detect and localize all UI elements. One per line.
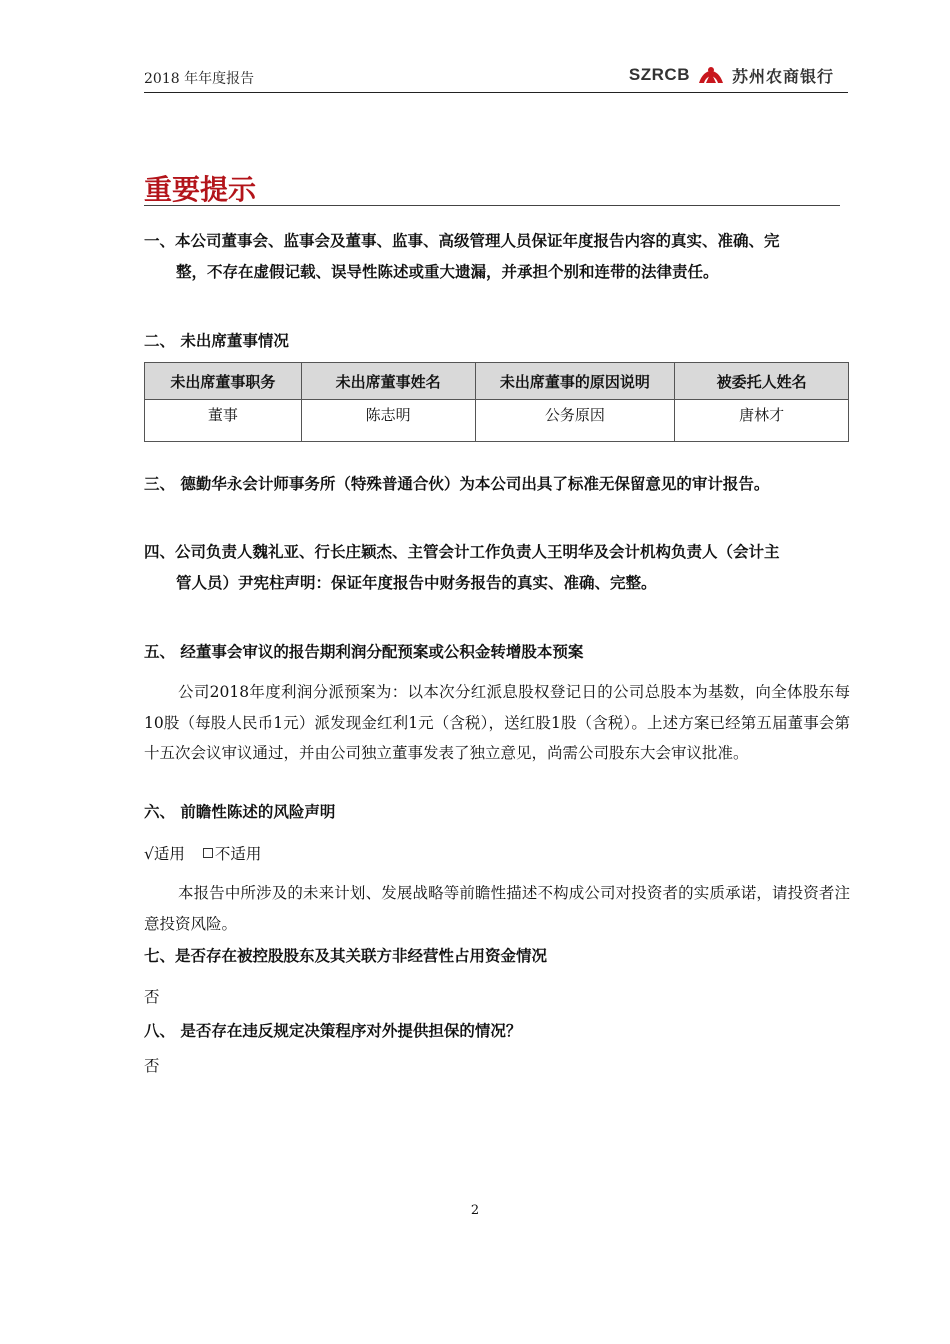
section-6-heading: 六、 前瞻性陈述的风险声明 <box>144 803 336 821</box>
section-8-answer: 否 <box>144 1057 160 1075</box>
section-1-line-2: 整，不存在虚假记载、误导性陈述或重大遗漏，并承担个别和连带的法律责任。 <box>176 263 719 281</box>
section-5-body: 公司2018年度利润分派预案为：以本次分红派息股权登记日的公司总股本为基数，向全体股东每10股（每股人民币1元）派发现金红利1元（含税），送红股1股（含税）。上述方案已经第五届董事会第十五次会议审议通过，并由公司独立董事发表了独立意见，尚需公司股东大会审议批准。 <box>144 683 850 762</box>
logo-latin-text: SZRCB <box>628 65 690 84</box>
section-1-line-1: 一、本公司董事会、监事会及董事、监事、高级管理人员保证年度报告内容的真实、准确、完 <box>144 232 780 250</box>
table-cell: 公务原因 <box>475 400 675 442</box>
table-header-cell: 未出席董事职务 <box>145 363 302 400</box>
page-number: 2 <box>470 1203 480 1218</box>
section-2-heading: 二、 未出席董事情况 <box>144 332 289 350</box>
page-title: 重要提示 <box>144 173 257 206</box>
section-6-body: 本报告中所涉及的未来计划、发展战略等前瞻性描述不构成公司对投资者的实质承诺，请投资者注意投资风险。 <box>144 884 850 933</box>
logo-chinese-text: 苏州农商银行 <box>731 66 834 86</box>
table-cell: 董事 <box>145 400 302 442</box>
section-3: 三、 德勤华永会计师事务所（特殊普通合伙）为本公司出具了标准无保留意见的审计报告。 <box>144 475 770 493</box>
section-5-heading: 五、 经董事会审议的报告期利润分配预案或公积金转增股本预案 <box>144 643 584 661</box>
table-header-row <box>145 363 849 400</box>
section-1 <box>144 226 850 288</box>
title-divider <box>144 205 840 206</box>
section-7-answer: 否 <box>144 988 160 1006</box>
page-header <box>144 60 848 93</box>
logo-mark-icon <box>696 63 726 87</box>
checkbox-icon <box>203 848 213 858</box>
bank-logo <box>629 62 834 88</box>
section-4-line-1: 四、公司负责人魏礼亚、行长庄颖杰、主管会计工作负责人王明华及会计机构负责人（会计主 <box>144 543 780 561</box>
table-header-cell: 未出席董事的原因说明 <box>475 363 675 400</box>
not-applicable-option: 不适用 <box>214 845 262 863</box>
section-8-heading: 八、 是否存在违反规定决策程序对外提供担保的情况？ <box>144 1022 522 1040</box>
section-4-line-2: 管人员）尹宪柱声明：保证年度报告中财务报告的真实、准确、完整。 <box>176 574 657 592</box>
section-4 <box>144 537 850 599</box>
applicability-options <box>144 842 261 864</box>
absent-directors-table <box>144 362 849 442</box>
table-cell: 唐林才 <box>675 400 849 442</box>
table-header-cell: 未出席董事姓名 <box>301 363 475 400</box>
table-cell: 陈志明 <box>301 400 475 442</box>
table-header-cell: 被委托人姓名 <box>675 363 849 400</box>
table-row <box>145 400 849 442</box>
report-title: 2018 年年度报告 <box>144 71 255 87</box>
applicable-option: √适用 <box>144 845 185 863</box>
section-7-heading: 七、是否存在被控股股东及其关联方非经营性占用资金情况 <box>144 947 548 965</box>
